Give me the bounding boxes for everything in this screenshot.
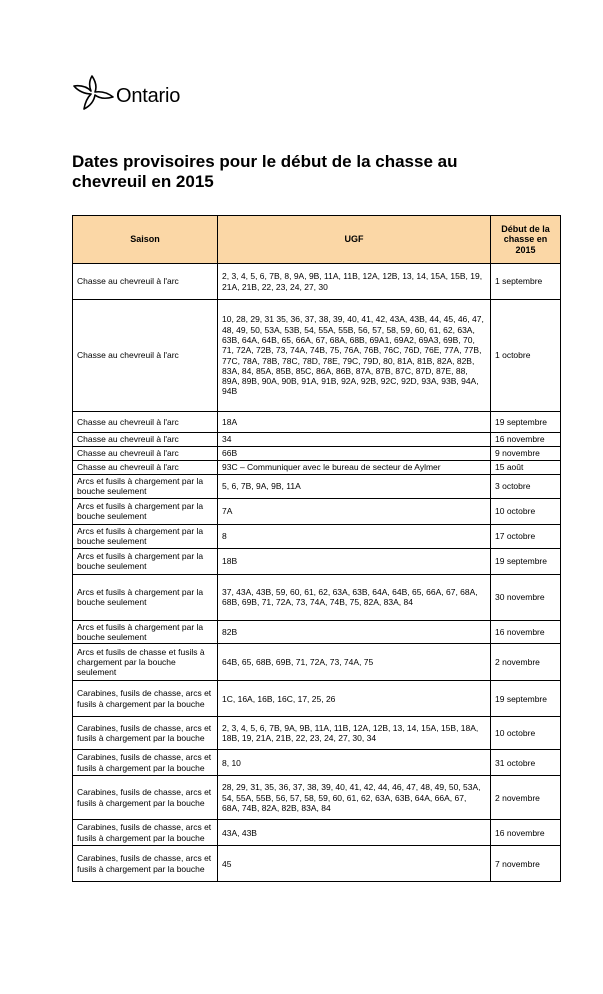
cell-saison: Chasse au chevreuil à l'arc bbox=[73, 447, 218, 461]
cell-debut: 7 novembre bbox=[491, 846, 561, 882]
cell-ugf: 18B bbox=[218, 548, 491, 574]
dates-table bbox=[72, 215, 561, 882]
table-row bbox=[73, 620, 561, 644]
table-row bbox=[73, 264, 561, 300]
table-row bbox=[73, 475, 561, 499]
cell-saison: Carabines, fusils de chasse, arcs et fusils à chargement par la bouche bbox=[73, 717, 218, 750]
header-ugf: UGF bbox=[218, 216, 491, 264]
cell-ugf: 28, 29, 31, 35, 36, 37, 38, 39, 40, 41, 42, 44, 46, 47, 48, 49, 50, 53A, 54, 55A, 55B, 56, 57, 58, 59, 60, 61, 62, 63A, 63B, 64A, 66A, 67, 68A, 74B, 82A, 82B, 83A, 84 bbox=[218, 776, 491, 820]
cell-saison: Chasse au chevreuil à l'arc bbox=[73, 461, 218, 475]
cell-debut: 16 novembre bbox=[491, 433, 561, 447]
table-row bbox=[73, 524, 561, 548]
cell-saison: Carabines, fusils de chasse, arcs et fusils à chargement par la bouche bbox=[73, 750, 218, 776]
cell-saison: Chasse au chevreuil à l'arc bbox=[73, 300, 218, 412]
cell-debut: 9 novembre bbox=[491, 447, 561, 461]
cell-debut: 10 octobre bbox=[491, 717, 561, 750]
cell-saison: Arcs et fusils de chasse et fusils à chargement par la bouche seulement bbox=[73, 644, 218, 681]
header-debut: Début de la chasse en 2015 bbox=[491, 216, 561, 264]
table-row bbox=[73, 498, 561, 524]
table-row bbox=[73, 820, 561, 846]
cell-saison: Arcs et fusils à chargement par la bouche seulement bbox=[73, 524, 218, 548]
cell-debut: 2 novembre bbox=[491, 644, 561, 681]
cell-debut: 19 septembre bbox=[491, 412, 561, 433]
table-row bbox=[73, 776, 561, 820]
trillium-icon bbox=[72, 74, 114, 110]
cell-saison: Chasse au chevreuil à l'arc bbox=[73, 412, 218, 433]
cell-ugf: 82B bbox=[218, 620, 491, 644]
cell-debut: 19 septembre bbox=[491, 681, 561, 717]
cell-ugf: 66B bbox=[218, 447, 491, 461]
cell-debut: 30 novembre bbox=[491, 574, 561, 620]
table-header-row bbox=[73, 216, 561, 264]
cell-saison: Arcs et fusils à chargement par la bouche seulement bbox=[73, 574, 218, 620]
ontario-logo bbox=[72, 74, 180, 110]
cell-debut: 31 octobre bbox=[491, 750, 561, 776]
header-saison: Saison bbox=[73, 216, 218, 264]
cell-debut: 1 septembre bbox=[491, 264, 561, 300]
cell-saison: Carabines, fusils de chasse, arcs et fusils à chargement par la bouche bbox=[73, 776, 218, 820]
table-row bbox=[73, 750, 561, 776]
cell-saison: Carabines, fusils de chasse, arcs et fusils à chargement par la bouche bbox=[73, 681, 218, 717]
cell-ugf: 1C, 16A, 16B, 16C, 17, 25, 26 bbox=[218, 681, 491, 717]
cell-ugf: 8, 10 bbox=[218, 750, 491, 776]
cell-debut: 10 octobre bbox=[491, 498, 561, 524]
table-row bbox=[73, 644, 561, 681]
cell-debut: 2 novembre bbox=[491, 776, 561, 820]
cell-debut: 19 septembre bbox=[491, 548, 561, 574]
table-row bbox=[73, 447, 561, 461]
table-row bbox=[73, 548, 561, 574]
cell-ugf: 18A bbox=[218, 412, 491, 433]
cell-ugf: 10, 28, 29, 31 35, 36, 37, 38, 39, 40, 41, 42, 43A, 43B, 44, 45, 46, 47, 48, 49, 50, 53A, 53B, 54, 55A, 55B, 56, 57, 58, 59, 60, 61, 62, 63A, 63B, 64A, 64B, 65, 66A, 67, 68A, 68B, 69A1, 69A2, 69A3, 69B, 70, 71, 72A, 72B, 73, 74A, 74B, 75, 76A, 76B, 76C, 76D, 76E, 77A, 77B, 77C, 78A, 78B, 78C, 78D, 78E, 79C, 79D, 80, 81A, 81B, 82A, 82B, 83A, 84, 85A, 85B, 85C, 86A, 86B, 87A, 87B, 87C, 87D, 87E, 88, 89A, 89B, 90A, 90B, 91A, 91B, 92A, 92B, 92C, 92D, 93A, 93B, 94A, 94B bbox=[218, 300, 491, 412]
cell-ugf: 7A bbox=[218, 498, 491, 524]
cell-ugf: 5, 6, 7B, 9A, 9B, 11A bbox=[218, 475, 491, 499]
table-row bbox=[73, 717, 561, 750]
cell-debut: 16 novembre bbox=[491, 820, 561, 846]
table-row bbox=[73, 433, 561, 447]
cell-saison: Carabines, fusils de chasse, arcs et fusils à chargement par la bouche bbox=[73, 820, 218, 846]
cell-debut: 3 octobre bbox=[491, 475, 561, 499]
table-row bbox=[73, 846, 561, 882]
cell-debut: 17 octobre bbox=[491, 524, 561, 548]
cell-debut: 1 octobre bbox=[491, 300, 561, 412]
cell-ugf: 2, 3, 4, 5, 6, 7B, 9A, 9B, 11A, 11B, 12A, 12B, 13, 14, 15A, 15B, 18A, 18B, 19, 21A, 21B, 22, 23, 24, 27, 30, 34 bbox=[218, 717, 491, 750]
cell-saison: Arcs et fusils à chargement par la bouche seulement bbox=[73, 620, 218, 644]
table-row bbox=[73, 412, 561, 433]
cell-ugf: 45 bbox=[218, 846, 491, 882]
cell-ugf: 93C – Communiquer avec le bureau de secteur de Aylmer bbox=[218, 461, 491, 475]
cell-ugf: 34 bbox=[218, 433, 491, 447]
cell-debut: 16 novembre bbox=[491, 620, 561, 644]
cell-ugf: 43A, 43B bbox=[218, 820, 491, 846]
cell-saison: Arcs et fusils à chargement par la bouche seulement bbox=[73, 548, 218, 574]
table-row bbox=[73, 461, 561, 475]
cell-saison: Chasse au chevreuil à l'arc bbox=[73, 264, 218, 300]
cell-ugf: 2, 3, 4, 5, 6, 7B, 8, 9A, 9B, 11A, 11B, 12A, 12B, 13, 14, 15A, 15B, 19, 21A, 21B, 22, 23, 24, 27, 30 bbox=[218, 264, 491, 300]
cell-ugf: 37, 43A, 43B, 59, 60, 61, 62, 63A, 63B, 64A, 64B, 65, 66A, 67, 68A, 68B, 69B, 71, 72A, 73, 74A, 74B, 75, 82A, 83A, 84 bbox=[218, 574, 491, 620]
cell-saison: Arcs et fusils à chargement par la bouche seulement bbox=[73, 475, 218, 499]
cell-ugf: 8 bbox=[218, 524, 491, 548]
table-row bbox=[73, 574, 561, 620]
cell-ugf: 64B, 65, 68B, 69B, 71, 72A, 73, 74A, 75 bbox=[218, 644, 491, 681]
table-row bbox=[73, 300, 561, 412]
cell-saison: Arcs et fusils à chargement par la bouche seulement bbox=[73, 498, 218, 524]
table-row bbox=[73, 681, 561, 717]
cell-saison: Carabines, fusils de chasse, arcs et fusils à chargement par la bouche bbox=[73, 846, 218, 882]
page-title: Dates provisoires pour le début de la chasse au chevreuil en 2015 bbox=[72, 152, 458, 191]
cell-saison: Chasse au chevreuil à l'arc bbox=[73, 433, 218, 447]
logo-wordmark: Ontario bbox=[116, 85, 181, 107]
cell-debut: 15 août bbox=[491, 461, 561, 475]
